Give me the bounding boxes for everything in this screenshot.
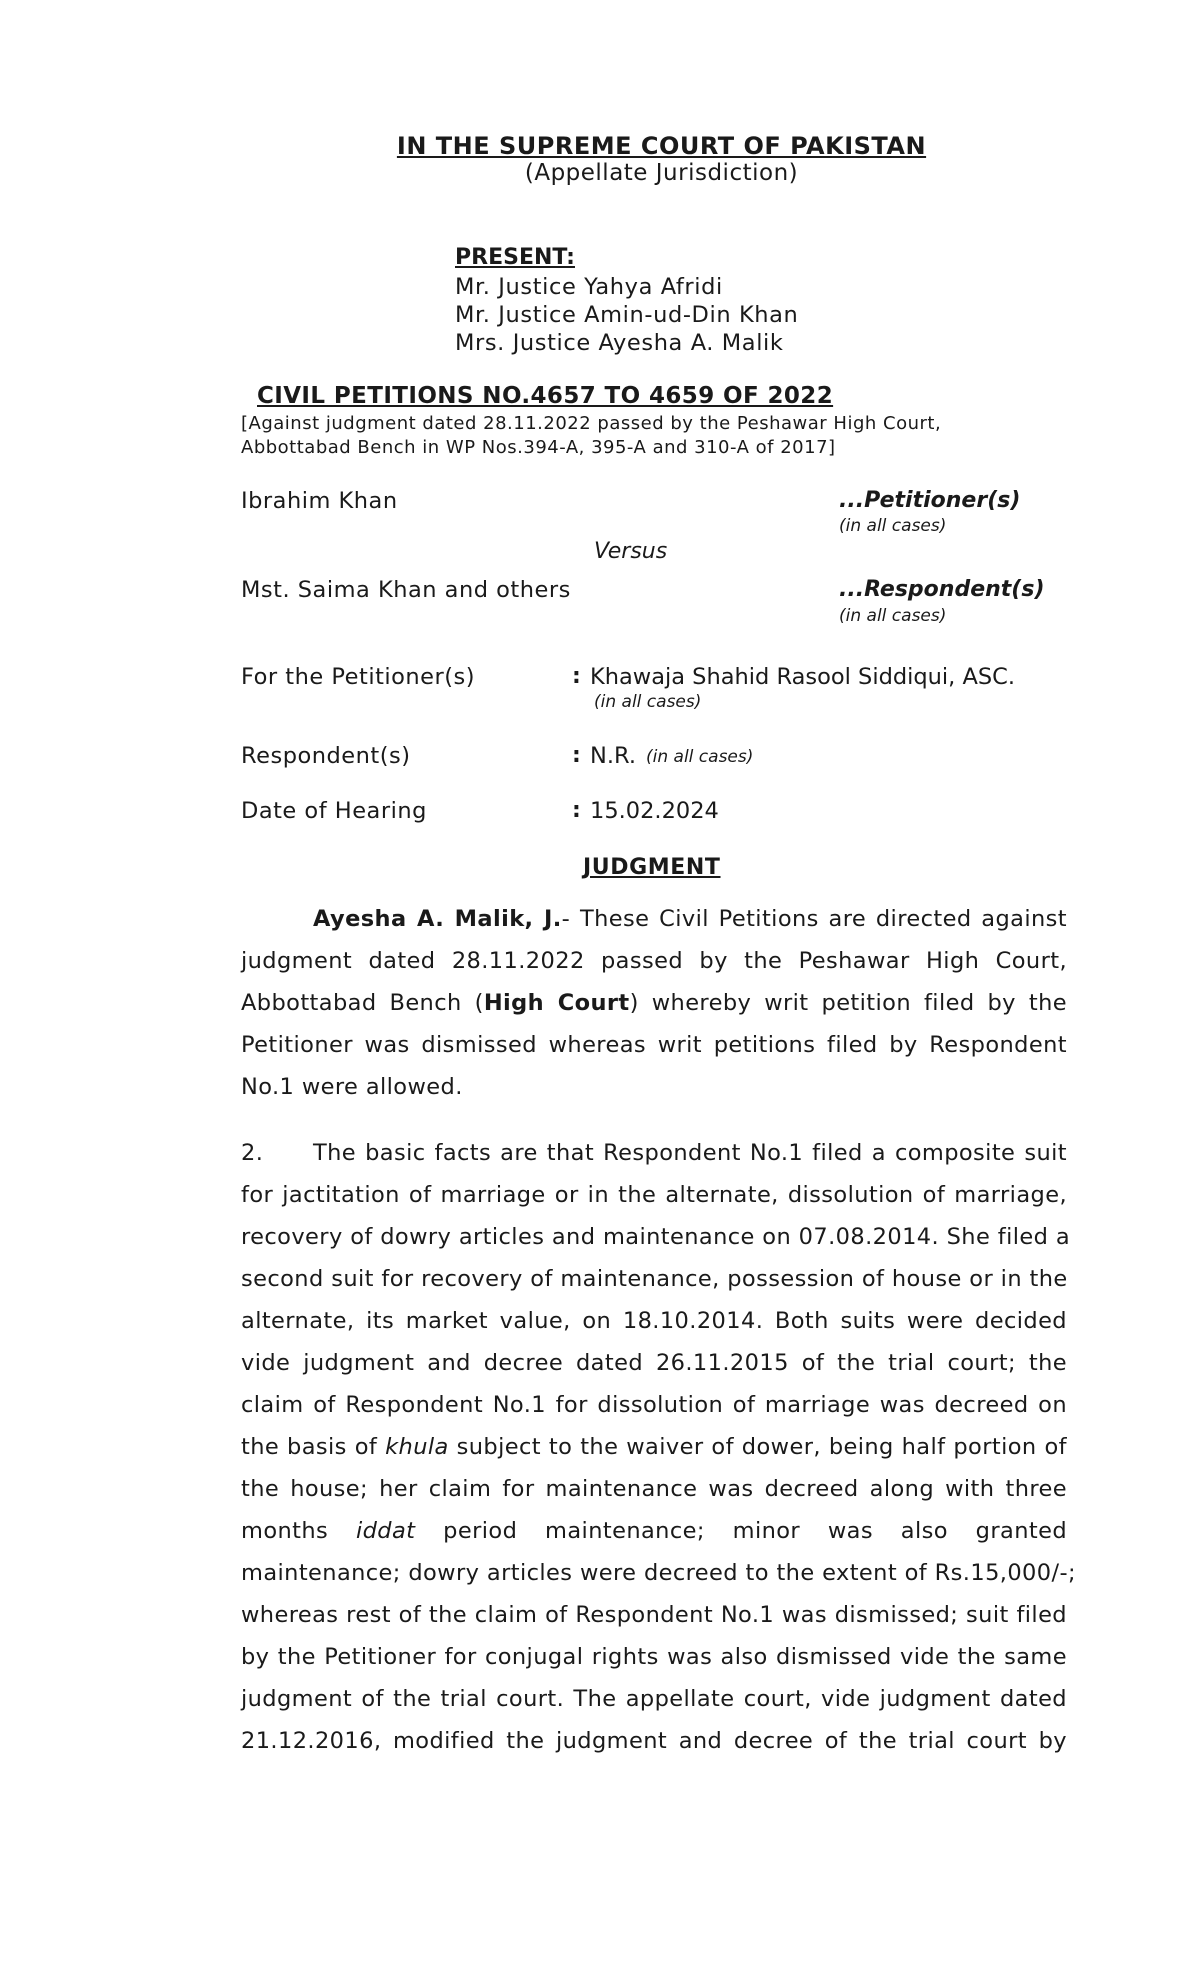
paragraph-line: the basis of khula subject to the waiver of dower, being half portion of	[241, 1434, 1067, 1460]
paragraph-line: Petitioner was dismissed whereas writ petitions filed by Respondent	[241, 1032, 1067, 1058]
paragraph-line: the house; her claim for maintenance was decreed along with three	[241, 1476, 1067, 1502]
paragraph-line: claim of Respondent No.1 for dissolution of marriage was decreed on	[241, 1392, 1067, 1418]
paragraph-line: months iddat period maintenance; minor was also granted	[241, 1518, 1068, 1544]
petitioner-role: ...Petitioner(s)	[839, 488, 1021, 513]
paragraph-line: vide judgment and decree dated 26.11.2015 of the trial court; the	[241, 1350, 1067, 1376]
paragraph-line: alternate, its market value, on 18.10.2014. Both suits were decided	[241, 1308, 1067, 1334]
colon-separator: :	[572, 798, 581, 823]
against-note-line: [Against judgment dated 28.11.2022 passed by the Peshawar High Court,	[241, 413, 942, 434]
judge-name: Mr. Justice Yahya Afridi	[455, 274, 723, 300]
defined-term: High Court	[483, 990, 630, 1016]
versus-label: Versus	[594, 539, 668, 564]
judge-name: Mr. Justice Amin-ud-Din Khan	[455, 302, 799, 328]
petitioner-counsel-label: For the Petitioner(s)	[241, 664, 476, 690]
paragraph-line: judgment of the trial court. The appellate court, vide judgment dated	[241, 1686, 1067, 1712]
respondent-role: ...Respondent(s)	[839, 577, 1045, 602]
paragraph-line: 2. The basic facts are that Respondent No.1 filed a composite suit	[241, 1140, 1067, 1166]
jurisdiction-subtitle: (Appellate Jurisdiction)	[524, 160, 799, 186]
respondent-name: Mst. Saima Khan and others	[241, 577, 571, 603]
case-title: CIVIL PETITIONS NO.4657 TO 4659 OF 2022	[257, 383, 834, 409]
paragraph-line: second suit for recovery of maintenance, possession of house or in the	[241, 1266, 1068, 1292]
colon-separator: :	[572, 743, 581, 768]
paragraph-number: 2.	[241, 1140, 264, 1166]
court-title: IN THE SUPREME COURT OF PAKISTAN	[396, 132, 927, 160]
petitioner-counsel-note: (in all cases)	[594, 692, 702, 712]
paragraph-line: whereas rest of the claim of Respondent No.1 was dismissed; suit filed	[241, 1602, 1067, 1628]
present-heading: PRESENT:	[455, 245, 575, 270]
paragraph-line: No.1 were allowed.	[241, 1074, 463, 1100]
respondent-role-note: (in all cases)	[839, 606, 947, 626]
paragraph-line: for jactitation of marriage or in the alternate, dissolution of marriage,	[241, 1182, 1067, 1208]
italic-term: iddat	[355, 1518, 416, 1544]
hearing-date-label: Date of Hearing	[241, 798, 427, 824]
paragraph-line: Ayesha A. Malik, J.- These Civil Petitions are directed against	[313, 906, 1067, 932]
author-name: Ayesha A. Malik, J.	[313, 906, 562, 932]
petitioner-counsel-name: Khawaja Shahid Rasool Siddiqui, ASC.	[590, 664, 1016, 690]
paragraph-line: judgment dated 28.11.2022 passed by the Peshawar High Court,	[241, 948, 1067, 974]
colon-separator: :	[572, 664, 581, 689]
respondent-counsel-value: N.R.	[590, 743, 636, 769]
paragraph-line: Abbottabad Bench (High Court) whereby writ petition filed by the	[241, 990, 1067, 1016]
respondent-counsel-label: Respondent(s)	[241, 743, 411, 769]
petitioner-name: Ibrahim Khan	[241, 488, 398, 514]
italic-term: khula	[385, 1434, 449, 1460]
respondent-counsel-note: (in all cases)	[646, 747, 754, 767]
against-note-line: Abbottabad Bench in WP Nos.394-A, 395-A and 310-A of 2017]	[241, 437, 836, 458]
judge-name: Mrs. Justice Ayesha A. Malik	[455, 330, 784, 356]
petitioner-role-note: (in all cases)	[839, 516, 947, 536]
paragraph-line: maintenance; dowry articles were decreed to the extent of Rs.15,000/-;	[241, 1560, 1076, 1586]
paragraph-line: 21.12.2016, modified the judgment and decree of the trial court by	[241, 1728, 1067, 1754]
paragraph-line: recovery of dowry articles and maintenance on 07.08.2014. She filed a	[241, 1224, 1071, 1250]
judgment-heading: JUDGMENT	[583, 855, 721, 880]
paragraph-line: by the Petitioner for conjugal rights was also dismissed vide the same	[241, 1644, 1067, 1670]
hearing-date-value: 15.02.2024	[590, 798, 719, 824]
